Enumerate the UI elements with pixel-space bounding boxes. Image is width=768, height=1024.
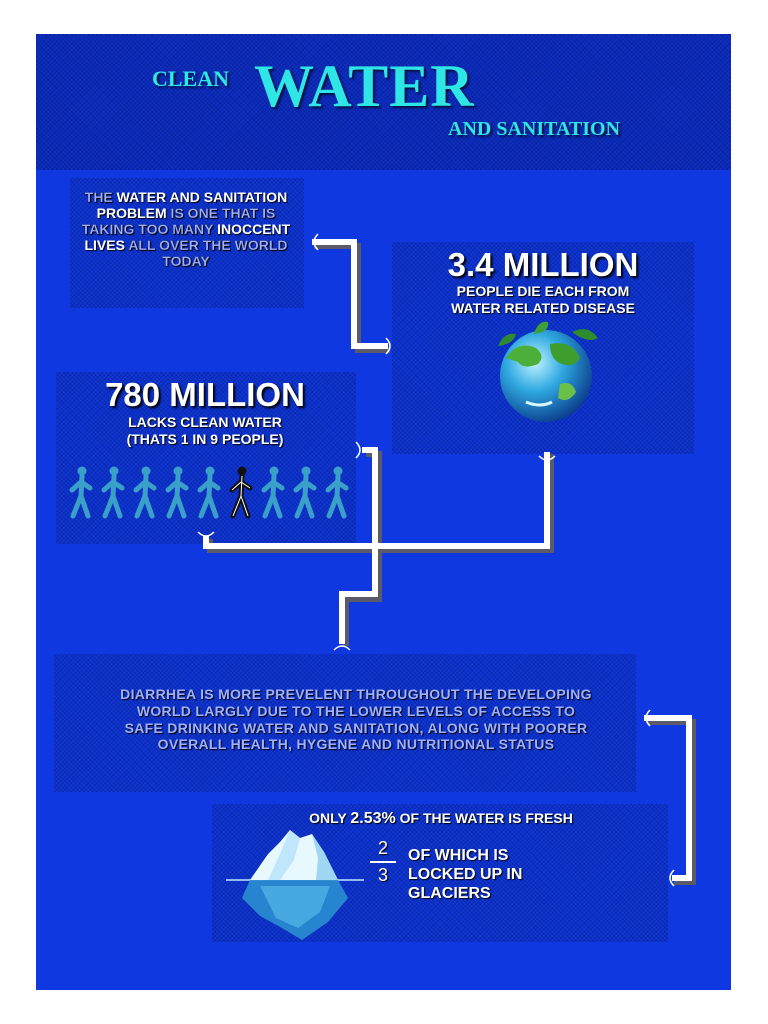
pipe-end-3 bbox=[356, 442, 360, 458]
diarrhea-line1: DIARRHEA IS MORE PREVELENT THROUGHOUT THE DEVELOPING bbox=[120, 686, 592, 702]
glacier-line3: GLACIERS bbox=[408, 885, 491, 903]
fraction-bar bbox=[370, 861, 396, 863]
diarrhea-text bbox=[66, 686, 646, 753]
fresh-prefix: ONLY bbox=[309, 810, 351, 826]
title-and-sanitation: AND SANITATION bbox=[448, 118, 621, 140]
person-icon bbox=[328, 467, 346, 517]
deaths-number: 3.4 MILLION bbox=[447, 246, 639, 283]
people-row bbox=[60, 466, 360, 526]
intro-seg2: WATER AND SANITATION PROBLEM bbox=[96, 189, 288, 222]
clean-water-line1: LACKS CLEAN WATER bbox=[128, 414, 282, 430]
infographic-poster bbox=[36, 34, 731, 990]
diarrhea-line3: SAFE DRINKING WATER AND SANITATION, ALONG WITH POORER bbox=[124, 719, 588, 736]
pipe-bodies bbox=[206, 242, 689, 878]
person-icon bbox=[296, 467, 314, 517]
iceberg-icon bbox=[220, 824, 370, 944]
pipe-1 bbox=[312, 242, 388, 346]
diarrhea-line4: OVERALL HEALTH, HYGENE AND NUTRITIONAL STATUS bbox=[157, 736, 555, 753]
person-icon bbox=[136, 467, 154, 517]
diarrhea-line2: WORLD LARGLY DUE TO THE LOWER LEVELS OF ACCESS TO bbox=[136, 702, 576, 719]
glacier-line1: OF WHICH IS bbox=[408, 847, 509, 864]
intro-seg4: INOCCENT LIVES bbox=[84, 221, 291, 254]
pipe-end-5 bbox=[198, 532, 214, 536]
intro-seg1: THE bbox=[84, 189, 117, 205]
deaths-line2: WATER RELATED DISEASE bbox=[451, 300, 635, 316]
person-icon bbox=[168, 467, 186, 517]
clean-water-line2: (THATS 1 IN 9 PEOPLE) bbox=[126, 431, 284, 447]
deaths-line1: PEOPLE DIE EACH FROM bbox=[456, 283, 630, 299]
person-icon bbox=[200, 467, 218, 517]
intro-text bbox=[80, 189, 292, 269]
fraction-numerator: 2 bbox=[377, 838, 388, 858]
person-icon bbox=[264, 467, 282, 517]
fresh-suffix: OF THE WATER IS FRESH bbox=[395, 810, 573, 826]
pipe-4 bbox=[644, 718, 689, 878]
title-water: WATER bbox=[254, 53, 475, 119]
fresh-percent: 2.53% bbox=[350, 810, 396, 827]
person-icon bbox=[72, 467, 90, 517]
pipe-end-4 bbox=[334, 646, 350, 650]
glacier-text bbox=[408, 846, 608, 904]
intro-seg5: ALL OVER THE WORLD TODAY bbox=[124, 237, 288, 270]
glacier-line2: LOCKED UP IN bbox=[408, 866, 523, 884]
globe-icon bbox=[476, 306, 616, 426]
intro-seg3: IS ONE THAT IS TAKING TOO MANY bbox=[81, 205, 276, 238]
person-icon-highlighted bbox=[232, 467, 250, 517]
pipe-shadows bbox=[210, 246, 693, 882]
clean-water-number: 780 MILLION bbox=[105, 376, 305, 413]
title-clean: CLEAN bbox=[152, 66, 230, 91]
person-icon bbox=[104, 467, 122, 517]
fraction-denominator: 3 bbox=[377, 865, 388, 885]
